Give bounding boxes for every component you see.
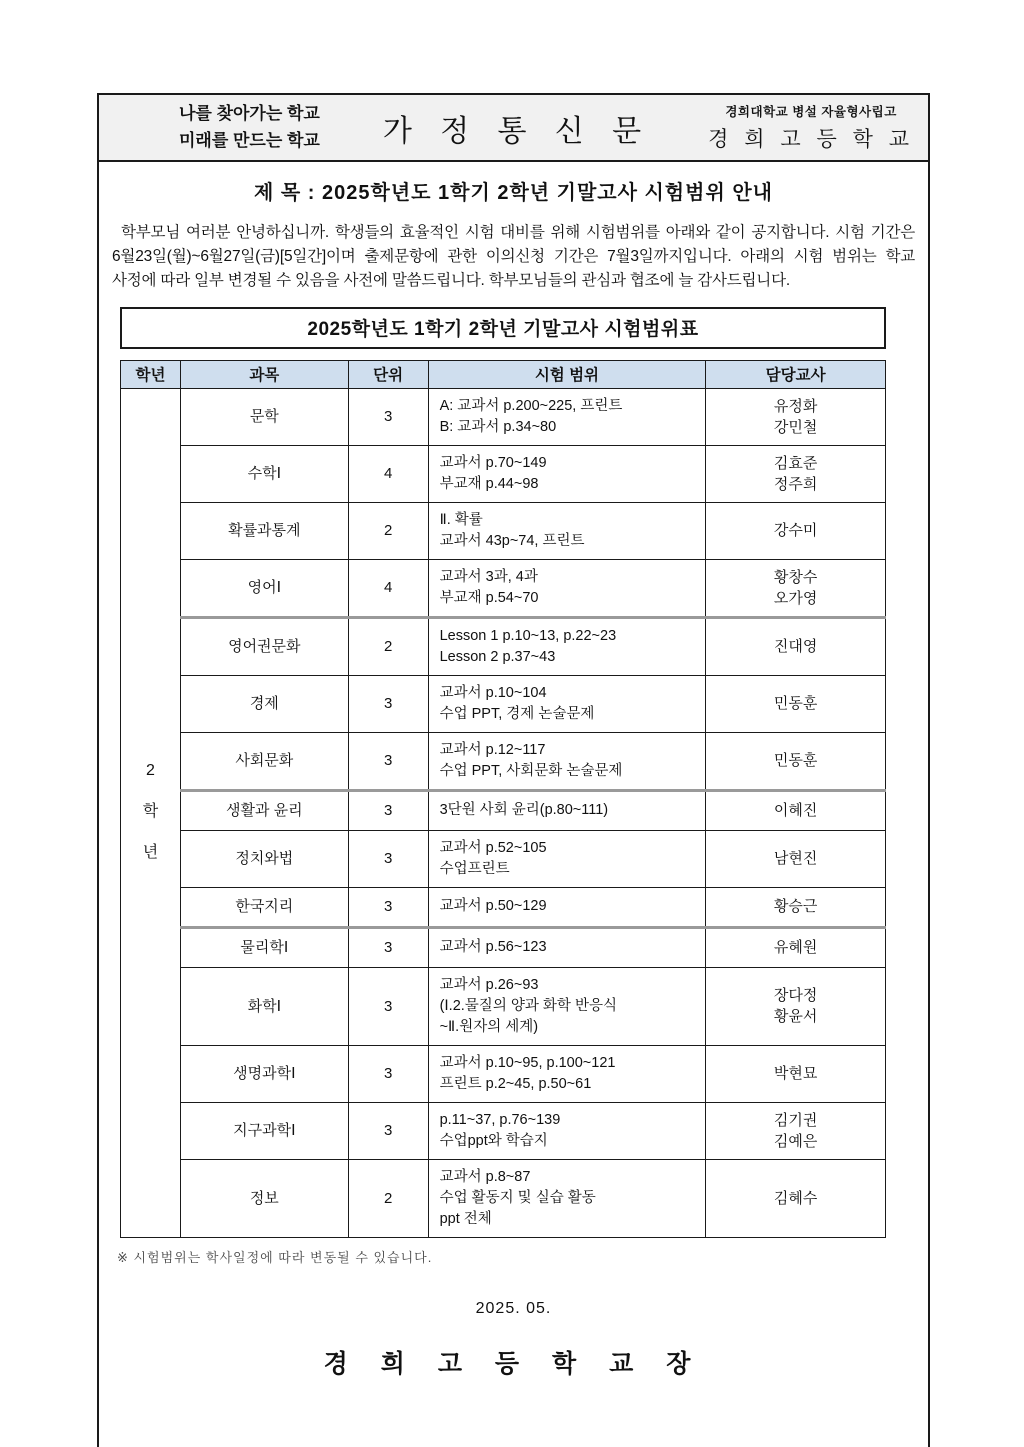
units-cell: 3 (348, 675, 428, 732)
slogan-line-2: 미래를 만드는 학교 (179, 130, 320, 150)
letterhead (99, 95, 928, 162)
scope-line: (Ⅰ.2.물질의 양과 화학 반응식 (439, 997, 617, 1014)
table-row (121, 790, 886, 830)
scope-line: 교과서 3과, 4과 (439, 568, 538, 585)
scope-cell (428, 927, 706, 967)
scope-cell (428, 445, 706, 502)
teacher-cell (706, 502, 886, 559)
table-row (121, 388, 886, 445)
teacher-cell (706, 790, 886, 830)
teacher-name: 김기권 (773, 1111, 818, 1129)
table-row (121, 502, 886, 559)
teacher-name: 남현진 (773, 850, 818, 868)
scope-cell (428, 887, 706, 927)
teacher-name: 황승근 (773, 898, 818, 916)
intro-paragraph: 학부모님 여러분 안녕하십니까. 학생들의 효율적인 시험 대비를 위해 시험범위를 아래와 같이 공지합니다. 시험 기간은 6월23일(월)~6월27일(금)[5일간]이며 출제문항에 관한 이의신청 기간은 7월3일까지입니다. 아래의 시험 범위는 학교 사정에 따라 일부 변경될 수 있음을 사전에 말씀드립니다. 학부모님들의 관심과 협조에 늘 감사드립니다. (112, 224, 915, 289)
school-name: 경 희 고 등 학 교 (708, 128, 914, 151)
units-cell: 3 (348, 887, 428, 927)
scope-line: Ⅱ. 확률 (439, 511, 483, 528)
teacher-cell (706, 1102, 886, 1159)
scope-line: ppt 전체 (439, 1210, 492, 1227)
scope-line: 수업 PPT, 경제 논술문제 (439, 705, 595, 722)
scope-line: 3단원 사회 윤리(p.80~111) (439, 802, 609, 819)
scope-line: 수업 활동지 및 실습 활동 (439, 1189, 596, 1206)
column-header-subject: 과목 (180, 360, 348, 388)
scope-line: A: 교과서 p.200~225, 프린트 (439, 397, 623, 414)
teacher-name: 황창수 (773, 568, 818, 586)
subject-line: 제 목 : 2025학년도 1학기 2학년 기말고사 시험범위 안내 (254, 182, 773, 204)
column-header-teacher: 담당교사 (706, 360, 886, 388)
scope-line: 수업프린트 (439, 860, 510, 877)
units-cell: 3 (348, 790, 428, 830)
units-cell: 2 (348, 617, 428, 675)
scope-line: p.11~37, p.76~139 (439, 1111, 561, 1128)
scope-line: 교과서 43p~74, 프린트 (439, 532, 585, 549)
column-header-scope: 시험 범위 (428, 360, 706, 388)
scope-cell (428, 1159, 706, 1237)
subject-cell: 문학 (180, 388, 348, 445)
units-cell: 3 (348, 927, 428, 967)
teacher-name: 김혜수 (773, 1189, 818, 1207)
scope-line: 교과서 p.56~123 (439, 939, 547, 956)
grade-cell (121, 388, 181, 1237)
teacher-cell (706, 967, 886, 1045)
table-row (121, 1159, 886, 1237)
subject-cell: 정보 (180, 1159, 348, 1237)
teacher-cell (706, 617, 886, 675)
scope-cell (428, 830, 706, 887)
units-cell: 3 (348, 388, 428, 445)
teacher-cell (706, 887, 886, 927)
teacher-cell (706, 388, 886, 445)
scope-line: 수업 PPT, 사회문화 논술문제 (439, 762, 623, 779)
slogan-line-1: 나를 찾아가는 학교 (179, 104, 320, 124)
teacher-name: 민동훈 (773, 695, 818, 713)
subject-cell: 사회문화 (180, 732, 348, 790)
exam-table-title: 2025학년도 1학기 2학년 기말고사 시험범위표 (120, 307, 886, 349)
scope-cell (428, 388, 706, 445)
teacher-name: 오가영 (773, 589, 818, 607)
units-cell: 3 (348, 1102, 428, 1159)
teacher-name: 강민철 (773, 418, 818, 436)
teacher-name: 민동훈 (773, 752, 818, 770)
scope-line: 부교재 p.44~98 (439, 475, 539, 492)
teacher-cell (706, 1159, 886, 1237)
table-row (121, 1045, 886, 1102)
subject-cell: 지구과학Ⅰ (180, 1102, 348, 1159)
teacher-cell (706, 445, 886, 502)
subject-cell: 확률과통계 (180, 502, 348, 559)
units-cell: 3 (348, 830, 428, 887)
scope-line: 부교재 p.54~70 (439, 589, 539, 606)
scope-cell (428, 967, 706, 1045)
exam-table-section (120, 307, 886, 1238)
table-row (121, 967, 886, 1045)
subject-cell: 한국지리 (180, 887, 348, 927)
table-row (121, 887, 886, 927)
teacher-name: 장다정 (773, 987, 818, 1005)
subject-cell: 영어권문화 (180, 617, 348, 675)
exam-range-table (120, 360, 886, 1238)
units-cell: 4 (348, 559, 428, 617)
scope-line: B: 교과서 p.34~80 (439, 418, 557, 435)
principal-signature: 경 희 고 등 학 교 장 (323, 1349, 704, 1378)
scope-line: 교과서 p.26~93 (439, 976, 539, 993)
subject-cell: 정치와법 (180, 830, 348, 887)
subject-cell: 영어Ⅰ (180, 559, 348, 617)
teacher-cell (706, 732, 886, 790)
teacher-name: 진대영 (773, 638, 818, 656)
scope-line: Lesson 1 p.10~13, p.22~23 (439, 627, 617, 644)
column-header-units: 단위 (348, 360, 428, 388)
subject-cell: 화학Ⅰ (180, 967, 348, 1045)
table-row (121, 927, 886, 967)
scope-cell (428, 617, 706, 675)
subject-cell: 수학Ⅰ (180, 445, 348, 502)
scope-cell (428, 732, 706, 790)
units-cell: 4 (348, 445, 428, 502)
school-slogan (179, 101, 320, 154)
exam-table-body (121, 388, 886, 1237)
table-row (121, 830, 886, 887)
units-cell: 3 (348, 1045, 428, 1102)
subject-cell: 생활과 윤리 (180, 790, 348, 830)
subject-cell: 생명과학Ⅰ (180, 1045, 348, 1102)
grade-char: 2 (146, 762, 155, 780)
teacher-name: 강수미 (773, 522, 818, 540)
teacher-name: 박현묘 (773, 1065, 818, 1083)
scope-line: 프린트 p.2~45, p.50~61 (439, 1075, 592, 1092)
teacher-cell (706, 830, 886, 887)
document-frame (97, 93, 930, 1447)
footnote: ※ 시험범위는 학사일정에 따라 변동될 수 있습니다. (117, 1249, 433, 1265)
units-cell: 2 (348, 1159, 428, 1237)
scope-line: 교과서 p.8~87 (439, 1168, 531, 1185)
table-row (121, 559, 886, 617)
teacher-cell (706, 1045, 886, 1102)
units-cell: 2 (348, 502, 428, 559)
scope-line: ~Ⅱ.원자의 세계) (439, 1018, 539, 1035)
teacher-name: 유혜원 (773, 939, 818, 957)
grade-char: 학 (142, 803, 159, 821)
scope-cell (428, 559, 706, 617)
scope-cell (428, 1102, 706, 1159)
teacher-name: 유정화 (773, 397, 818, 415)
units-cell: 3 (348, 967, 428, 1045)
document-date: 2025. 05. (475, 1299, 552, 1317)
scope-cell (428, 502, 706, 559)
subject-cell: 물리학Ⅰ (180, 927, 348, 967)
scope-line: 교과서 p.10~104 (439, 684, 547, 701)
scope-line: 교과서 p.10~95, p.100~121 (439, 1054, 616, 1071)
scope-line: 수업ppt와 학습지 (439, 1132, 548, 1149)
units-cell: 3 (348, 732, 428, 790)
scope-cell (428, 675, 706, 732)
scope-line: 교과서 p.52~105 (439, 839, 547, 856)
grade-char: 년 (142, 843, 159, 861)
teacher-name: 이혜진 (773, 802, 818, 820)
scope-line: 교과서 p.70~149 (439, 454, 547, 471)
exam-table-head (121, 360, 886, 388)
teacher-name: 김효준 (773, 454, 818, 472)
table-row (121, 617, 886, 675)
table-row (121, 1102, 886, 1159)
teacher-cell (706, 927, 886, 967)
school-affiliation: 경희대학교 병설 자율형사립고 (725, 105, 897, 119)
table-row (121, 675, 886, 732)
header-row (121, 360, 886, 388)
scope-line: 교과서 p.50~129 (439, 898, 547, 915)
teacher-name: 정주희 (773, 475, 818, 493)
scope-cell (428, 790, 706, 830)
table-row (121, 445, 886, 502)
teacher-cell (706, 675, 886, 732)
scope-line: 교과서 p.12~117 (439, 741, 546, 758)
teacher-cell (706, 559, 886, 617)
subject-cell: 경제 (180, 675, 348, 732)
school-block (708, 102, 914, 153)
column-header-grade: 학년 (121, 360, 181, 388)
scope-line: Lesson 2 p.37~43 (439, 648, 556, 665)
scope-cell (428, 1045, 706, 1102)
teacher-name: 김예은 (773, 1132, 818, 1150)
masthead-title: 가 정 통 신 문 (382, 114, 652, 148)
table-row (121, 732, 886, 790)
teacher-name: 황윤서 (773, 1008, 818, 1026)
